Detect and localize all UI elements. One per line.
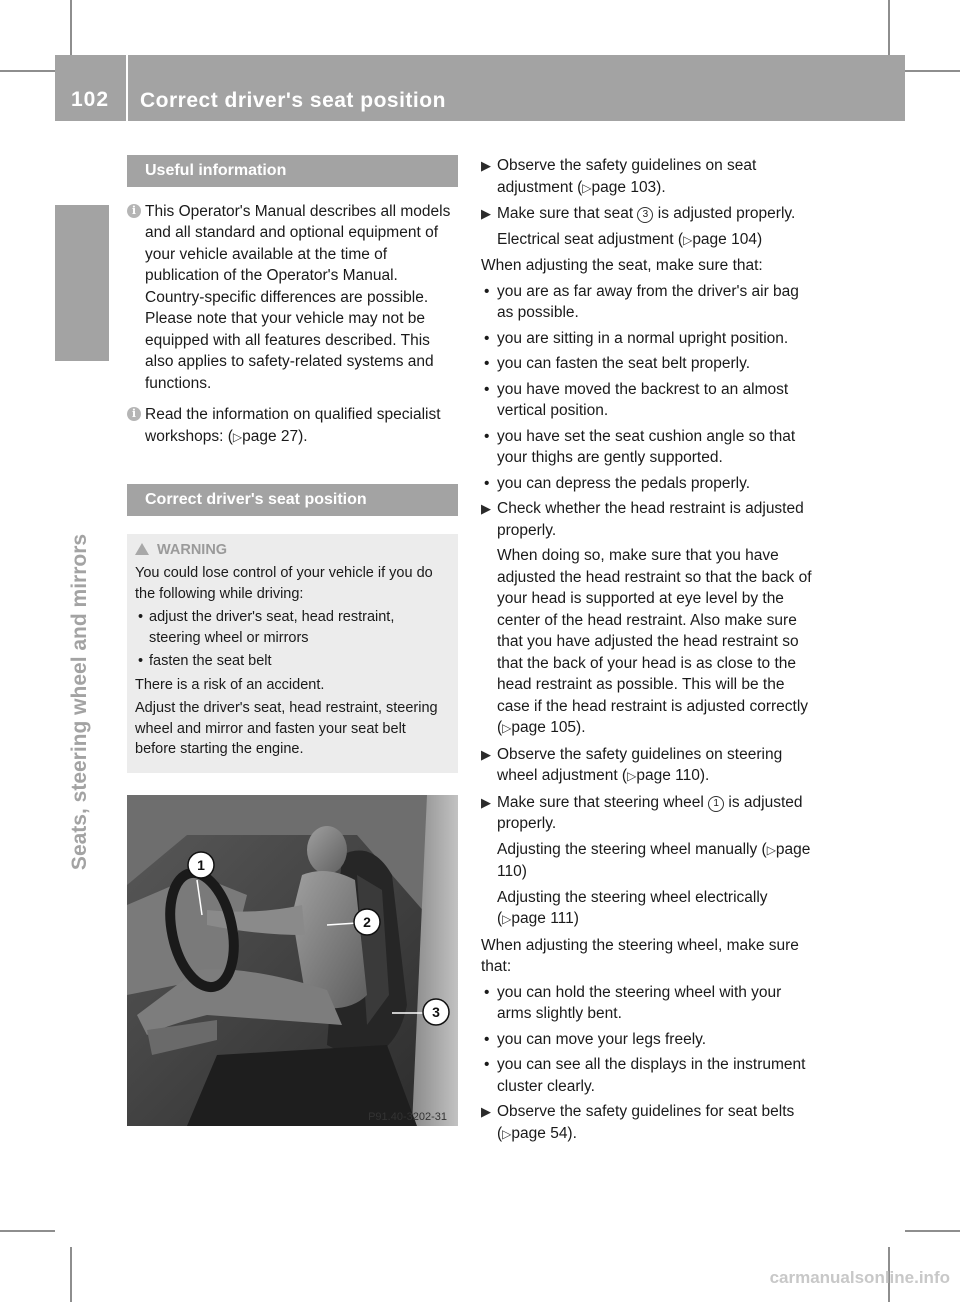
step-arrow-icon: ▶ (481, 206, 491, 221)
step-detail-text: When doing so, make sure that you have adjusted the head restraint so that the back of your head is supported at eye level by the center of the head restraint. Also make sure that you have adjusted the head restraint so that the back of your head is as close to the head restraint as possible. This will be the case if the head restraint is adjusted correctly ( (497, 547, 812, 736)
page-ref-icon: ▷ (502, 912, 512, 926)
chapter-label: Seats, steering wheel and mirrors (68, 533, 91, 871)
page-ref-icon: ▷ (502, 721, 512, 735)
list-item-text: you are as far away from the driver's air bag as possible. (497, 282, 799, 321)
page-title: Correct driver's seat position (140, 89, 446, 112)
step-arrow-icon: ▶ (481, 501, 491, 516)
useful-info-heading: Useful information (127, 155, 458, 187)
step-detail (481, 545, 816, 740)
list-item: • you have set the seat cushion angle so that your thighs are gently supported. (484, 427, 796, 466)
driver-seat-photo (127, 795, 458, 1126)
page-ref-icon: ▷ (766, 842, 776, 857)
instruction-step (481, 1101, 816, 1145)
warning-bullet-text: fasten the seat belt (149, 653, 272, 669)
warning-triangle-icon (135, 543, 149, 555)
step-text: Observe the safety guidelines on seat adjustment ( (497, 157, 757, 196)
step-arrow-icon: ▶ (481, 746, 491, 762)
page-ref[interactable]: page 27). (242, 427, 308, 445)
driver-seat-illustration (127, 795, 458, 1126)
warning-bullet-text: adjust the driver's seat, head restraint, steering wheel or mirrors (149, 609, 395, 646)
page-ref[interactable]: page 110). (636, 767, 710, 784)
page-ref[interactable]: page 105). (511, 719, 586, 736)
page-ref[interactable]: page 104) (692, 230, 763, 248)
page-ref-icon: ▷ (627, 769, 637, 783)
step-text: Observe the safety guidelines on steering wheel adjustment ( (497, 745, 783, 784)
info-icon: i (127, 407, 141, 421)
step-text: Check whether the head restraint is adjusted properly. (497, 500, 804, 539)
wheel-intro: When adjusting the steering wheel, make sure that: (481, 936, 799, 975)
instruction-step (481, 744, 816, 788)
watermark: carmanualsonline.info (769, 1268, 950, 1287)
step-detail-text: Electrical seat adjustment ( (497, 230, 684, 248)
chapter-tab (55, 205, 109, 361)
crop-mark (905, 70, 960, 72)
left-column (127, 155, 458, 773)
right-column (481, 155, 816, 1149)
warning-risk: There is a risk of an accident. (135, 676, 325, 693)
page-ref-icon: ▷ (683, 232, 693, 247)
step-detail (481, 887, 816, 931)
list-item: • you can move your legs freely. (484, 1030, 707, 1048)
warning-title (135, 540, 448, 561)
step-text: Make sure that seat (497, 205, 638, 222)
step-text: is adjusted properly. (653, 205, 796, 222)
step-text: Make sure that steering wheel (497, 793, 709, 811)
step-text: is adjusted properly. (497, 793, 803, 832)
step-arrow-icon: ▶ (481, 1104, 491, 1119)
info-icon: i (127, 204, 141, 218)
list-item: • you can hold the steering wheel with your arms slightly bent. (484, 983, 782, 1022)
instruction-step (481, 498, 816, 541)
warning-title-text: WARNING (157, 541, 228, 558)
step-detail-text: Adjusting the steering wheel manually ( (497, 840, 767, 858)
header-divider (126, 55, 128, 121)
page-ref-icon: ▷ (502, 1126, 512, 1141)
page-ref[interactable]: page 111) (511, 910, 579, 927)
page-number: 102 (70, 88, 110, 111)
callout-3 (423, 999, 449, 1025)
step-detail-text: Adjusting the steering wheel electrically ( (497, 888, 768, 927)
info-note (127, 404, 458, 448)
list-item-text: you are sitting in a normal upright position. (497, 329, 789, 347)
callout-2 (354, 909, 380, 935)
list-item-text: you can hold the steering wheel with your arms slightly bent. (497, 983, 782, 1022)
step-detail (481, 229, 816, 252)
callout-1 (188, 852, 214, 878)
list-item-text: you have set the seat cushion angle so that your thighs are gently supported. (497, 427, 796, 466)
list-item: • you can fasten the seat belt properly. (484, 355, 751, 372)
list-item: • you can depress the pedals properly. (484, 474, 751, 492)
step-arrow-icon: ▶ (481, 794, 491, 810)
list-item: • you can see all the displays in the instrument cluster clearly. (484, 1056, 806, 1095)
seat-intro: When adjusting the seat, make sure that: (481, 257, 763, 274)
info-note (127, 201, 458, 395)
seat-callout-ref: 3 (637, 207, 653, 223)
crop-mark (888, 0, 890, 55)
step-arrow-icon: ▶ (481, 158, 491, 173)
info-note-text: Read the information on qualified specialist workshops: ( (145, 406, 441, 445)
warning-intro: You could lose control of your vehicle if you do the following while driving: (135, 565, 433, 602)
list-item: • you are as far away from the driver's air bag as possible. (484, 282, 799, 321)
instruction-step (481, 155, 816, 199)
step-detail (481, 839, 816, 883)
crop-mark (0, 1230, 55, 1232)
crop-mark (70, 1247, 72, 1302)
crop-mark (0, 70, 55, 72)
info-note-text: This Operator's Manual describes all models and all standard and optional equipment of your vehicle available at the time of publication of the Operator's Manual. Country-specific differences are possible. Please note that your vehicle may not be equipped with all features described. This also applies to safety-related systems and functions. (145, 202, 451, 392)
figure-code: P91.40-3202-31 (368, 1111, 447, 1123)
page-ref[interactable]: page 110) (497, 840, 811, 880)
list-item: • you are sitting in a normal upright position. (484, 329, 789, 347)
crop-mark (905, 1230, 960, 1232)
wheel-callout-ref: 1 (708, 796, 724, 812)
list-item-text: you can depress the pedals properly. (497, 474, 751, 492)
step-text: Observe the safety guidelines for seat belts ( (497, 1103, 795, 1142)
svg-text:3: 3 (432, 1004, 440, 1020)
warning-action: Adjust the driver's seat, head restraint, steering wheel and mirror and fasten your seat belt before starting the engine. (135, 700, 438, 757)
page-ref[interactable]: page 103). (591, 178, 666, 196)
list-item-text: you can fasten the seat belt properly. (497, 355, 751, 372)
page-ref[interactable]: page 54). (511, 1124, 577, 1142)
instruction-step (481, 792, 816, 835)
warning-bullet: • adjust the driver's seat, head restraint, steering wheel or mirrors (138, 609, 395, 646)
list-item: • you have moved the backrest to an almost vertical position. (484, 380, 789, 419)
list-item-text: you can see all the displays in the instrument cluster clearly. (497, 1056, 806, 1095)
list-item-text: you have moved the backrest to an almost vertical position. (497, 380, 789, 419)
svg-text:1: 1 (197, 857, 205, 873)
list-item-text: you can move your legs freely. (497, 1030, 707, 1048)
section-heading: Correct driver's seat position (127, 484, 458, 516)
instruction-step (481, 203, 816, 225)
svg-text:2: 2 (363, 914, 371, 930)
page-ref-icon: ▷ (232, 429, 243, 444)
warning-bullet: • fasten the seat belt (138, 653, 272, 669)
page-ref-icon: ▷ (582, 180, 592, 195)
warning-box (127, 534, 458, 773)
crop-mark (70, 0, 72, 55)
